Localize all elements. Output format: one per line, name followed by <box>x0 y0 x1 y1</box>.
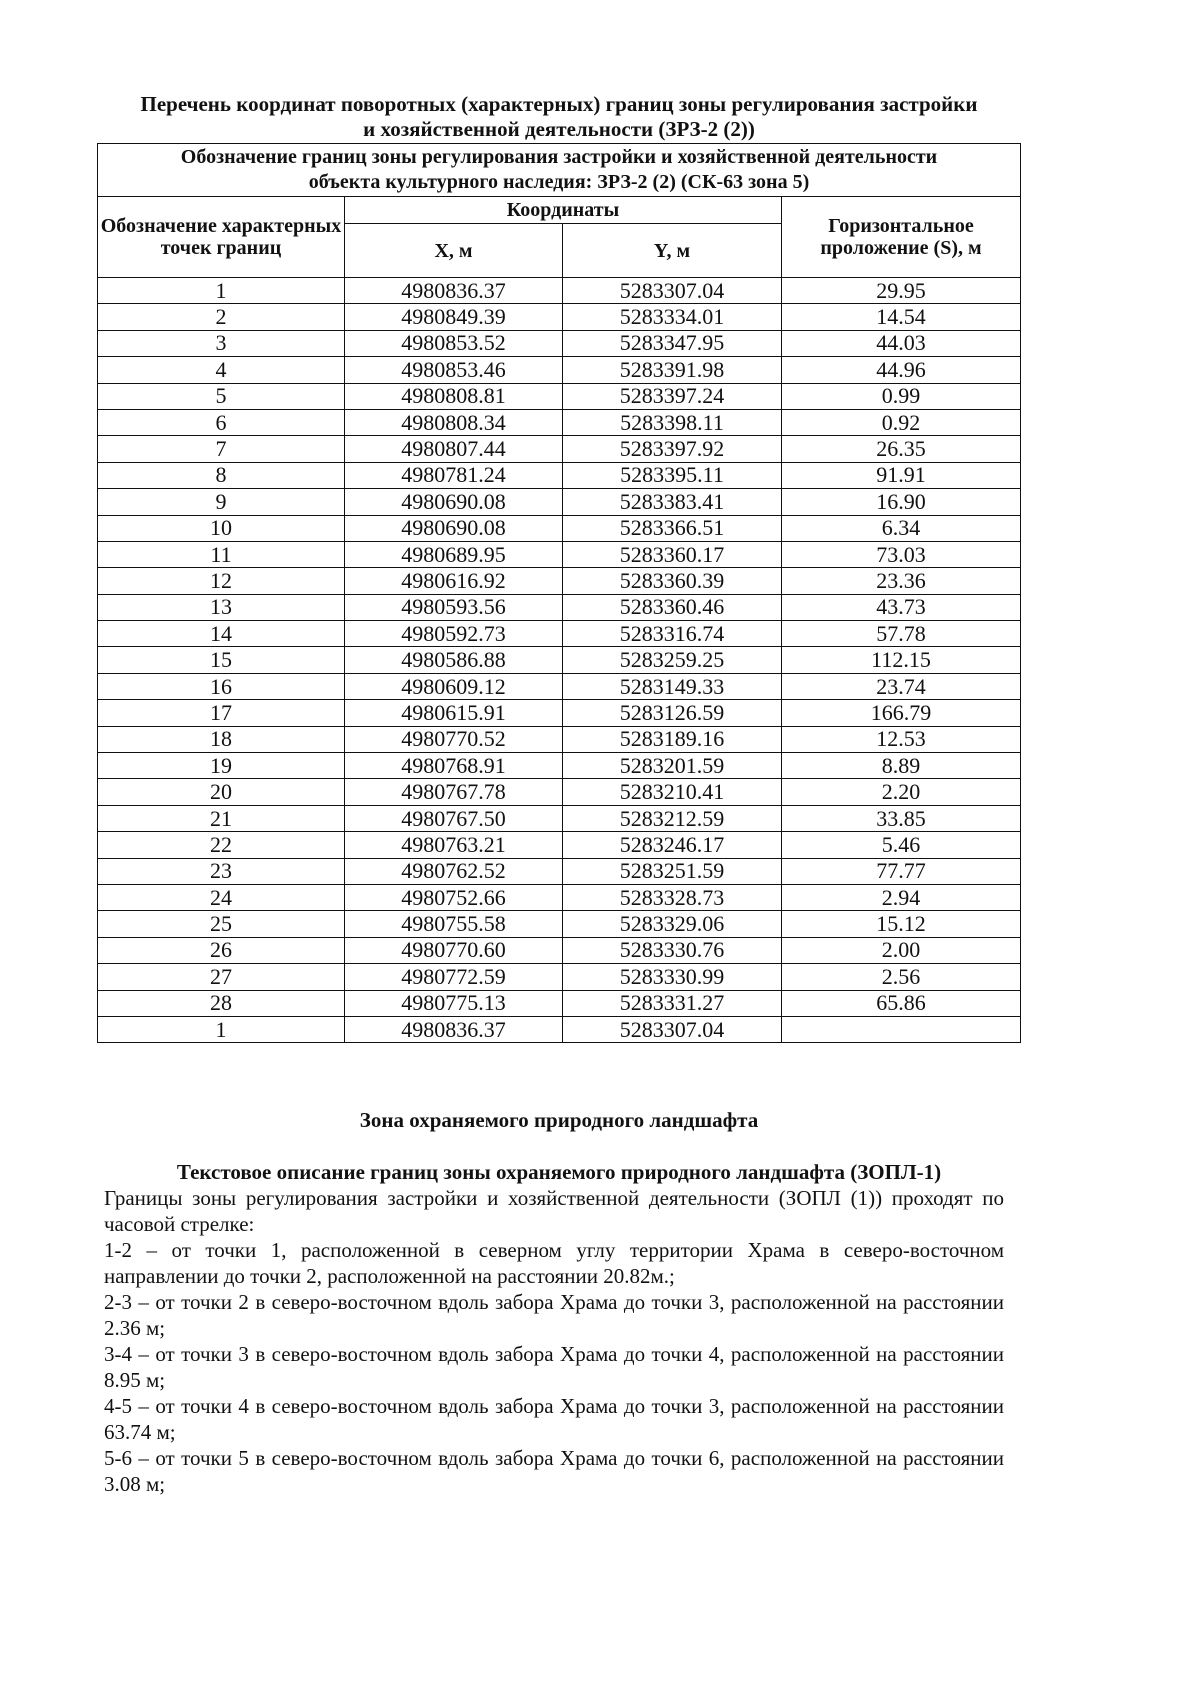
cell-y: 5283391.98 <box>563 357 782 383</box>
table-row <box>98 594 1021 620</box>
cell-x: 4980853.52 <box>345 330 563 356</box>
cell-y: 5283347.95 <box>563 330 782 356</box>
cell-distance: 6.34 <box>782 515 1021 541</box>
cell-y: 5283126.59 <box>563 700 782 726</box>
cell-y: 5283328.73 <box>563 884 782 910</box>
cell-point: 17 <box>98 700 345 726</box>
cell-x: 4980768.91 <box>345 753 563 779</box>
cell-x: 4980609.12 <box>345 673 563 699</box>
table-row <box>98 753 1021 779</box>
table-row <box>98 700 1021 726</box>
cell-point: 24 <box>98 884 345 910</box>
cell-x: 4980770.60 <box>345 937 563 963</box>
cell-distance: 91.91 <box>782 462 1021 488</box>
cell-x: 4980689.95 <box>345 541 563 567</box>
cell-distance: 12.53 <box>782 726 1021 752</box>
cell-point: 7 <box>98 436 345 462</box>
cell-y: 5283316.74 <box>563 621 782 647</box>
table-row <box>98 726 1021 752</box>
cell-x: 4980690.08 <box>345 489 563 515</box>
paragraph: 5-6 – от точки 5 в северо-восточном вдоль забора Храма до точки 6, расположенной на расстоянии 3.08 м; <box>104 1446 1004 1496</box>
cell-distance: 29.95 <box>782 278 1021 304</box>
cell-y: 5283395.11 <box>563 462 782 488</box>
cell-y: 5283360.46 <box>563 594 782 620</box>
table-row <box>98 568 1021 594</box>
cell-y: 5283360.39 <box>563 568 782 594</box>
table-row <box>98 673 1021 699</box>
cell-point: 15 <box>98 647 345 673</box>
table-row <box>98 462 1021 488</box>
cell-x: 4980781.24 <box>345 462 563 488</box>
cell-point: 8 <box>98 462 345 488</box>
cell-x: 4980775.13 <box>345 990 563 1016</box>
table-row <box>98 383 1021 409</box>
cell-distance: 2.94 <box>782 884 1021 910</box>
cell-distance: 26.35 <box>782 436 1021 462</box>
cell-point: 26 <box>98 937 345 963</box>
table-body <box>98 278 1021 1043</box>
cell-x: 4980836.37 <box>345 1016 563 1042</box>
header-distance: Горизонтальное проложение (S), м <box>782 197 1021 278</box>
paragraph: 4-5 – от точки 4 в северо-восточном вдоль забора Храма до точки 3, расположенной на расстоянии 63.74 м; <box>104 1394 1004 1444</box>
cell-distance: 0.99 <box>782 383 1021 409</box>
cell-x: 4980772.59 <box>345 964 563 990</box>
cell-point: 12 <box>98 568 345 594</box>
header-point: Обозначение характерных точек границ <box>98 197 345 278</box>
caption-line: объекта культурного наследия: ЗРЗ-2 (2) (СК-63 зона 5) <box>308 171 810 193</box>
caption-line: Обозначение границ зоны регулирования застройки и хозяйственной деятельности <box>180 146 938 168</box>
cell-y: 5283246.17 <box>563 832 782 858</box>
table-row <box>98 621 1021 647</box>
paragraph: 3-4 – от точки 3 в северо-восточном вдоль забора Храма до точки 4, расположенной на расстоянии 8.95 м; <box>104 1342 1004 1392</box>
table-row <box>98 1016 1021 1042</box>
cell-x: 4980755.58 <box>345 911 563 937</box>
header-coordinates: Координаты <box>345 197 782 224</box>
cell-point: 4 <box>98 357 345 383</box>
cell-x: 4980586.88 <box>345 647 563 673</box>
cell-point: 23 <box>98 858 345 884</box>
table-row <box>98 278 1021 304</box>
cell-point: 10 <box>98 515 345 541</box>
cell-distance: 166.79 <box>782 700 1021 726</box>
cell-x: 4980762.52 <box>345 858 563 884</box>
cell-x: 4980763.21 <box>345 832 563 858</box>
cell-point: 2 <box>98 304 345 330</box>
cell-x: 4980767.78 <box>345 779 563 805</box>
cell-distance: 16.90 <box>782 489 1021 515</box>
cell-y: 5283259.25 <box>563 647 782 673</box>
cell-distance: 44.03 <box>782 330 1021 356</box>
cell-point: 1 <box>98 1016 345 1042</box>
cell-distance: 23.74 <box>782 673 1021 699</box>
cell-point: 13 <box>98 594 345 620</box>
cell-point: 20 <box>98 779 345 805</box>
coordinates-table <box>97 143 1021 1043</box>
cell-x: 4980808.34 <box>345 409 563 435</box>
cell-y: 5283251.59 <box>563 858 782 884</box>
table-caption <box>98 144 1021 197</box>
cell-distance: 44.96 <box>782 357 1021 383</box>
title-line: Перечень координат поворотных (характерных) границ зоны регулирования застройки <box>140 92 978 116</box>
cell-point: 18 <box>98 726 345 752</box>
cell-x: 4980853.46 <box>345 357 563 383</box>
cell-y: 5283330.99 <box>563 964 782 990</box>
cell-distance: 2.56 <box>782 964 1021 990</box>
cell-y: 5283366.51 <box>563 515 782 541</box>
cell-distance: 23.36 <box>782 568 1021 594</box>
cell-x: 4980593.56 <box>345 594 563 620</box>
cell-y: 5283398.11 <box>563 409 782 435</box>
cell-point: 6 <box>98 409 345 435</box>
cell-point: 5 <box>98 383 345 409</box>
cell-point: 28 <box>98 990 345 1016</box>
cell-point: 22 <box>98 832 345 858</box>
cell-distance: 14.54 <box>782 304 1021 330</box>
cell-distance: 65.86 <box>782 990 1021 1016</box>
cell-y: 5283383.41 <box>563 489 782 515</box>
document-title <box>97 92 1021 142</box>
cell-distance: 112.15 <box>782 647 1021 673</box>
paragraph: Границы зоны регулирования застройки и хозяйственной деятельности (ЗОПЛ (1)) проходят по часовой стрелке: <box>104 1186 1004 1236</box>
cell-y: 5283149.33 <box>563 673 782 699</box>
table-row <box>98 436 1021 462</box>
cell-point: 27 <box>98 964 345 990</box>
cell-distance: 8.89 <box>782 753 1021 779</box>
cell-point: 11 <box>98 541 345 567</box>
table-row <box>98 911 1021 937</box>
cell-point: 21 <box>98 805 345 831</box>
title-line: и хозяйственной деятельности (ЗРЗ-2 (2)) <box>363 117 755 141</box>
cell-distance: 33.85 <box>782 805 1021 831</box>
cell-point: 19 <box>98 753 345 779</box>
table-row <box>98 937 1021 963</box>
table-row <box>98 330 1021 356</box>
cell-distance: 77.77 <box>782 858 1021 884</box>
cell-y: 5283210.41 <box>563 779 782 805</box>
cell-point: 25 <box>98 911 345 937</box>
cell-y: 5283331.27 <box>563 990 782 1016</box>
subheading: Текстовое описание границ зоны охраняемого природного ландшафта (ЗОПЛ-1) <box>176 1160 942 1184</box>
cell-y: 5283201.59 <box>563 753 782 779</box>
cell-x: 4980615.91 <box>345 700 563 726</box>
cell-y: 5283307.04 <box>563 278 782 304</box>
cell-y: 5283334.01 <box>563 304 782 330</box>
cell-point: 3 <box>98 330 345 356</box>
table-row <box>98 647 1021 673</box>
cell-distance: 0.92 <box>782 409 1021 435</box>
table-row <box>98 357 1021 383</box>
cell-point: 16 <box>98 673 345 699</box>
table-row <box>98 515 1021 541</box>
cell-x: 4980690.08 <box>345 515 563 541</box>
header-x: X, м <box>345 224 563 278</box>
section-heading: Зона охраняемого природного ландшафта <box>359 1108 759 1132</box>
cell-x: 4980767.50 <box>345 805 563 831</box>
table-row <box>98 964 1021 990</box>
cell-distance: 5.46 <box>782 832 1021 858</box>
cell-y: 5283307.04 <box>563 1016 782 1042</box>
cell-y: 5283397.24 <box>563 383 782 409</box>
cell-x: 4980770.52 <box>345 726 563 752</box>
cell-distance <box>782 1016 1021 1042</box>
table-row <box>98 858 1021 884</box>
description-text <box>104 1185 1004 1497</box>
cell-distance: 15.12 <box>782 911 1021 937</box>
cell-distance: 2.20 <box>782 779 1021 805</box>
table-row <box>98 304 1021 330</box>
cell-distance: 57.78 <box>782 621 1021 647</box>
table-row <box>98 409 1021 435</box>
cell-x: 4980836.37 <box>345 278 563 304</box>
table-row <box>98 779 1021 805</box>
cell-point: 9 <box>98 489 345 515</box>
cell-distance: 43.73 <box>782 594 1021 620</box>
cell-x: 4980752.66 <box>345 884 563 910</box>
cell-x: 4980849.39 <box>345 304 563 330</box>
paragraph: 1-2 – от точки 1, расположенной в северном углу территории Храма в северо-восточном направлении до точки 2, расположенной на расстоянии 20.82м.; <box>104 1238 1004 1288</box>
cell-point: 14 <box>98 621 345 647</box>
table-row <box>98 805 1021 831</box>
table-row <box>98 489 1021 515</box>
cell-distance: 73.03 <box>782 541 1021 567</box>
cell-x: 4980592.73 <box>345 621 563 647</box>
cell-x: 4980807.44 <box>345 436 563 462</box>
cell-y: 5283329.06 <box>563 911 782 937</box>
table-row <box>98 990 1021 1016</box>
table-row <box>98 832 1021 858</box>
cell-distance: 2.00 <box>782 937 1021 963</box>
table-row <box>98 884 1021 910</box>
cell-x: 4980616.92 <box>345 568 563 594</box>
cell-y: 5283212.59 <box>563 805 782 831</box>
cell-point: 1 <box>98 278 345 304</box>
cell-y: 5283360.17 <box>563 541 782 567</box>
cell-y: 5283397.92 <box>563 436 782 462</box>
cell-x: 4980808.81 <box>345 383 563 409</box>
table-row <box>98 541 1021 567</box>
cell-y: 5283189.16 <box>563 726 782 752</box>
header-y: Y, м <box>563 224 782 278</box>
cell-y: 5283330.76 <box>563 937 782 963</box>
paragraph: 2-3 – от точки 2 в северо-восточном вдоль забора Храма до точки 3, расположенной на расстоянии 2.36 м; <box>104 1290 1004 1340</box>
